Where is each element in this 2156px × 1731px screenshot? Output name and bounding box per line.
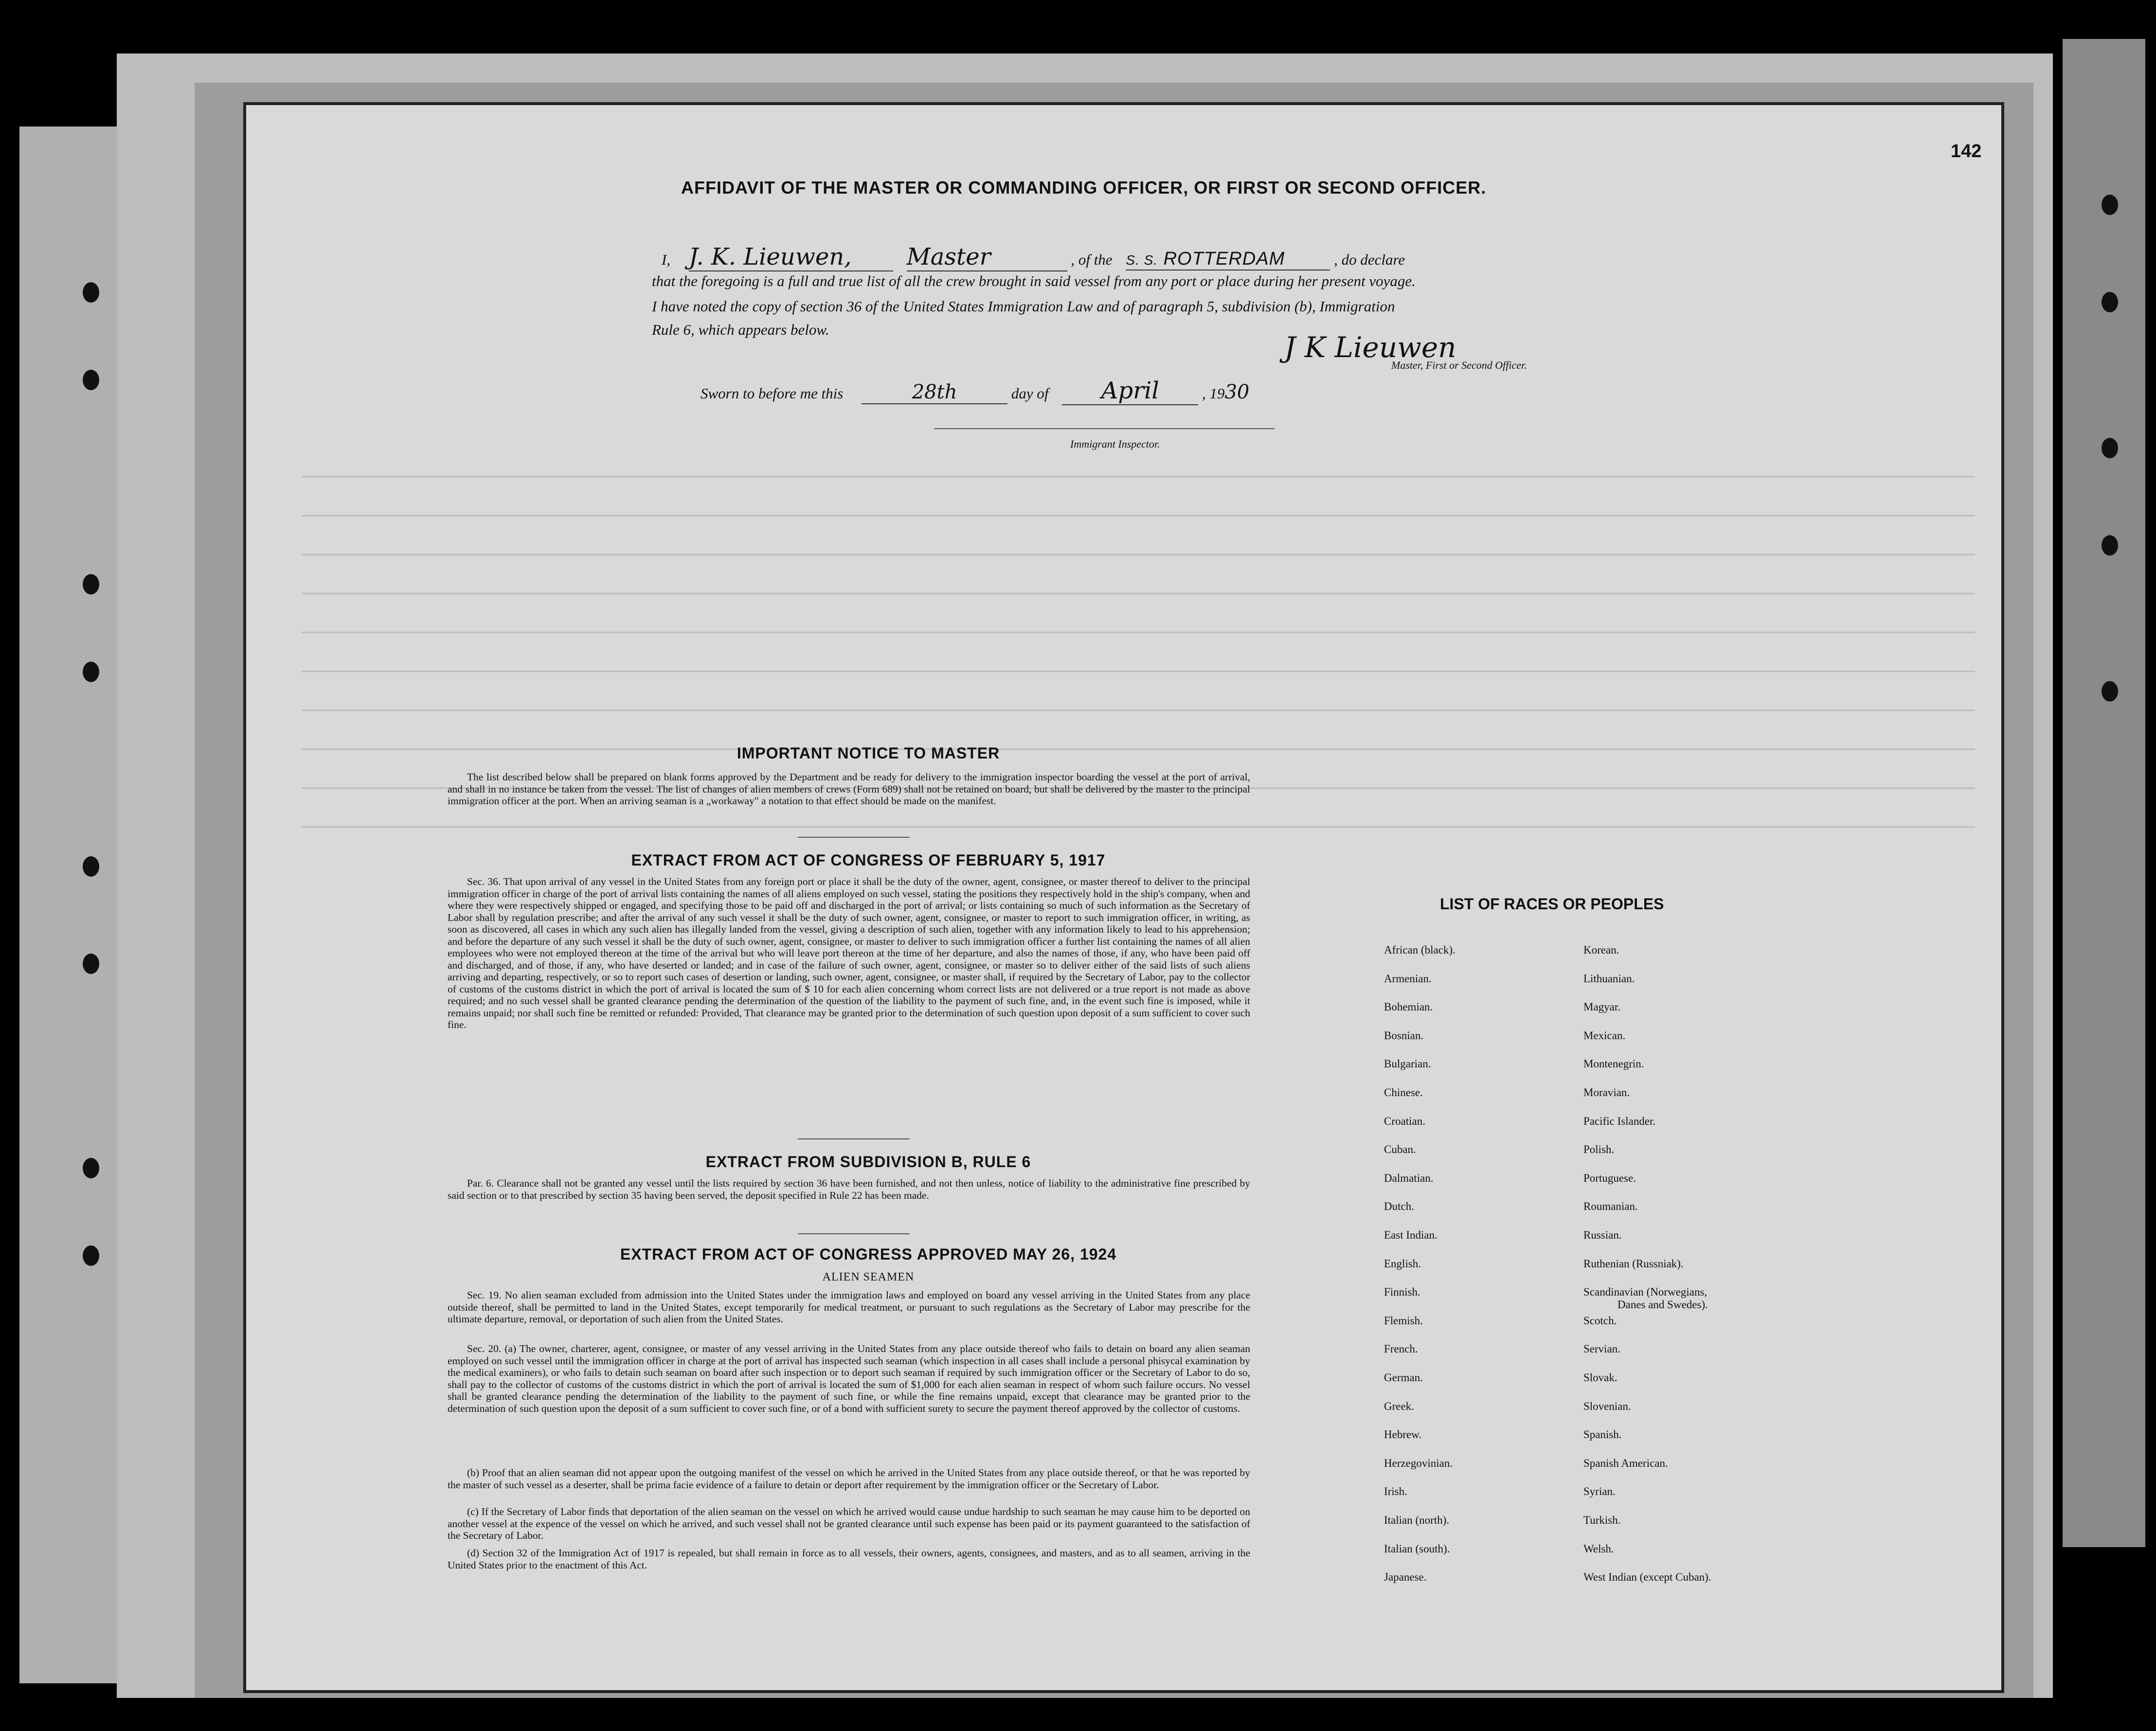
race-item: Italian (south). [1384, 1542, 1450, 1555]
race-item: Chinese. [1384, 1086, 1423, 1099]
race-item: Hebrew. [1384, 1428, 1422, 1441]
divider [798, 837, 910, 838]
race-item: Greek. [1384, 1400, 1414, 1412]
vessel-field [1126, 249, 1330, 270]
race-item: German. [1384, 1371, 1423, 1384]
left-edge-strip [19, 126, 117, 1683]
race-item: Scotch. [1583, 1314, 1617, 1327]
punch-hole [83, 954, 99, 974]
affidavit-line-1 [662, 243, 1405, 271]
affidavit-line-2: that the foregoing is a full and true list of all the crew brought in said vessel from any port or place during her present voyage. [652, 272, 1416, 289]
vessel-prefix: S. S. [1126, 252, 1158, 268]
race-item: Scandinavian (Norwegians, [1583, 1286, 1707, 1298]
alien-seamen-subheading: ALIEN SEAMEN [822, 1271, 915, 1283]
race-item: Russian. [1583, 1229, 1622, 1241]
race-item: West Indian (except Cuban). [1583, 1571, 1711, 1584]
race-item: Magyar. [1583, 1001, 1621, 1013]
affidavit-line-4: Rule 6, which appears below. [652, 321, 829, 338]
master-name-handwritten: J. K. Lieuwen, [689, 243, 893, 271]
punch-hole [2102, 292, 2118, 312]
rank-handwritten: Master [907, 243, 1067, 271]
affidavit-line-3: I have noted the copy of section 36 of the United States Immigration Law and of paragraph 5, subdivision (b), Immigration [652, 298, 1395, 315]
master-signature: J K Lieuwen [1284, 331, 1456, 364]
race-item: Ruthenian (Russniak). [1583, 1257, 1684, 1270]
sworn-prefix: Sworn to before me this [701, 385, 844, 402]
race-item: Turkish. [1583, 1514, 1621, 1526]
extract-1917-text: Sec. 36. That upon arrival of any vessel in the United States from any foreign port or place it shall be the duty of the owner, agent, consignee, or master thereof to deliver to the principal immigration officer in charge of the port of arrival lists containing the names of all aliens employed on such vessel, stating the positions they respectively hold in the ship's company, when and where they were respectively shipped or engaged, and specifying those to be paid off and discharged in the port of arrival; or lists containing so much of such information as the Secretary of Labor shall by regulation prescribe; and after the arrival of any such vessel it shall be the duty of such owner, agent, consignee, or master to report to such immigration officer, in writing, as soon as discovered, all cases in which any such alien has illegally landed from the vessel, giving a description of such alien, together with any information likely to lead to his apprehension; and before the departure of any such vessel it shall be the duty of such owner, agent, consignee, or master to deliver to such immigration officer a further list containing the names of all alien employees who were not employed thereon at the time of the arrival but who will leave port thereon at the time of her departure, and also the names of those, if any, who have been paid off and discharged, and of those, if any, who have deserted or landed; and in case of the failure of such owner, agent, consignee, or master so to deliver either of the said lists of such aliens arriving and departing, respectively, or so to report such cases of desertion or landing, such owner, agent, consignee, or master shall, if required by the Secretary of Labor, pay to the collector of customs of the customs district in which the port of arrival is located the sum of $ 10 for each alien concerning whom correct lists are not delivered or a true report is not made as above required; and no such vessel shall be granted clearance pending the determination of the question of the liability to the payment of such fine, and, in the event such fine is imposed, while it remains unpaid; nor shall such fine be remitted or refunded: Provided, That clearance may be granted prior to the determination of such question upon deposit of a sum sufficient to cover such fine. [448, 876, 1250, 1030]
year-prefix: , 19 [1202, 385, 1225, 402]
important-notice-text: The list described below shall be prepared on blank forms approved by the Department and be ready for delivery to the immigration inspector boarding the vessel at the port of arrival, and shall in no instance be taken from the vessel. The list of changes of alien members of crews (Form 689) shall not be retained on board, but shall be delivered by the master to the principal immigration officer at the port. When an arriving seaman is a „workaway" a notation to that effect should be made on the manifest. [448, 771, 1250, 807]
punch-hole [83, 856, 99, 877]
punch-hole [83, 282, 99, 303]
race-item: Slovak. [1583, 1371, 1617, 1384]
race-item: Croatian. [1384, 1115, 1425, 1127]
punch-hole [83, 1158, 99, 1178]
race-item: Herzegovinian. [1384, 1457, 1453, 1469]
race-item: East Indian. [1384, 1229, 1437, 1241]
race-item: Irish. [1384, 1485, 1407, 1498]
punch-hole [83, 574, 99, 595]
punch-hole [83, 370, 99, 390]
punch-hole [2102, 535, 2118, 556]
important-notice-heading: IMPORTANT NOTICE TO MASTER [737, 744, 1000, 762]
race-item: Portuguese. [1583, 1172, 1636, 1184]
race-item: Bohemian. [1384, 1001, 1433, 1013]
year-handwritten: 30 [1224, 381, 1250, 403]
sworn-day-handwritten: 28th [862, 381, 1007, 404]
race-item: Moravian. [1583, 1086, 1630, 1099]
race-item: Bulgarian. [1384, 1058, 1431, 1070]
race-item: Armenian. [1384, 972, 1432, 985]
race-item: Bosnian. [1384, 1029, 1424, 1042]
race-item: Korean. [1583, 944, 1619, 956]
sheet-number: 142 [1951, 141, 1982, 162]
sec20d-text: (d) Section 32 of the Immigration Act of 1917 is repealed, but shall remain in force as to all vessels, their owners, agents, consignees, and masters, and as to all seamen, arriving in the United States prior to the enactment of this Act. [448, 1547, 1250, 1571]
race-item: French. [1384, 1343, 1418, 1355]
race-item: Lithuanian. [1583, 972, 1635, 985]
inspector-label: Immigrant Inspector. [1070, 438, 1160, 450]
race-item: Cuban. [1384, 1143, 1416, 1156]
punch-hole [83, 662, 99, 682]
extract-rule6-text: Par. 6. Clearance shall not be granted any vessel until the lists required by section 36 have been furnished, and not then unless, notice of liability to the administrative fine prescribed by said section or to that prescribed by section 35 having been served, the deposit specified in Rule 22 has been made. [448, 1177, 1250, 1201]
divider [798, 1138, 910, 1139]
race-item: Japanese. [1384, 1571, 1427, 1584]
extract-1924-heading: EXTRACT FROM ACT OF CONGRESS APPROVED MAY 26, 1924 [620, 1245, 1117, 1263]
race-item: African (black). [1384, 944, 1455, 956]
race-item: Montenegrin. [1583, 1058, 1644, 1070]
race-item: Roumanian. [1583, 1200, 1638, 1213]
race-item: Servian. [1583, 1343, 1621, 1355]
right-edge-strip [2063, 39, 2145, 1547]
extract-rule6-heading: EXTRACT FROM SUBDIVISION B, RULE 6 [705, 1153, 1031, 1171]
sec19-text: Sec. 19. No alien seaman excluded from admission into the United States under the immigration laws and employed on board any vessel arriving in the United States from any place outside thereof, shall be permitted to land in the United States, except temporarily for medical treatment, or pursuant to such regulations as the Secretary of Labor may prescribe for the ultimate departure, removal, or deportation of such alien from the United States. [448, 1289, 1250, 1325]
inspector-signature-line [934, 428, 1275, 429]
vessel-name: ROTTERDAM [1163, 249, 1285, 269]
day-of-label: day of [1011, 385, 1049, 402]
sworn-month-handwritten: April [1062, 377, 1198, 405]
punch-hole [2102, 681, 2118, 702]
race-item: Pacific Islander. [1583, 1115, 1656, 1127]
race-item: Polish. [1583, 1143, 1615, 1156]
race-item: Syrian. [1583, 1485, 1616, 1498]
race-item: Dutch. [1384, 1200, 1414, 1213]
races-title: LIST OF RACES OR PEOPLES [1440, 895, 1664, 913]
race-item: Slovenian. [1583, 1400, 1631, 1412]
signature-label: Master, First or Second Officer. [1391, 359, 1527, 371]
race-item: Flemish. [1384, 1314, 1423, 1327]
punch-hole [2102, 438, 2118, 458]
sec20c-text: (c) If the Secretary of Labor finds that deportation of the alien seaman on the vessel on which he arrived would cause undue hardship to such seaman he may cause him to be deported on another vessel at the expence of the vessel on which he arrived, and such vessel shall not be granted clearance until such expense has been paid or its payment guaranteed to the satisfaction of the Secretary of Labor. [448, 1506, 1250, 1541]
race-item: Mexican. [1583, 1029, 1626, 1042]
race-item: Welsh. [1583, 1542, 1614, 1555]
divider [798, 1233, 910, 1234]
punch-hole [83, 1245, 99, 1266]
sec20b-text: (b) Proof that an alien seaman did not appear upon the outgoing manifest of the vessel on which he arrived in the United States from any place outside thereof, or that he was reported by the master of such vessel as a deserter, shall be prima facie evidence of a failure to detain or deport after requirement by the immigration officer or the Secretary of Labor. [448, 1467, 1250, 1491]
affidavit-i: I, [662, 251, 671, 268]
extract-1917-heading: EXTRACT FROM ACT OF CONGRESS OF FEBRUARY 5, 1917 [631, 851, 1106, 869]
race-item-continuation: Danes and Swedes). [1617, 1298, 1708, 1311]
race-item: Spanish. [1583, 1428, 1622, 1441]
race-item: English. [1384, 1257, 1421, 1270]
race-item: Italian (north). [1384, 1514, 1450, 1526]
sworn-line [701, 377, 1249, 405]
race-item: Dalmatian. [1384, 1172, 1434, 1184]
do-declare-label: , do declare [1334, 251, 1405, 268]
race-item: Spanish American. [1583, 1457, 1668, 1469]
sec20a-text: Sec. 20. (a) The owner, charterer, agent, consignee, or master of any vessel arriving in the United States from any place outside thereof who fails to detain on board any alien seaman employed on such vessel until the immigration officer in charge at the port of arrival has inspected such seaman (which inspection in all cases shall include a personal phisycal examination by the medical examiners), or who fails to detain such seaman on board after such inspection or to deport such seaman if required by such immigration officer or the Secretary of Labor to do so, shall pay to the collector of customs of the customs district in which the port of arrival is located the sum of $1,000 for each alien seaman in respect of whom such failure occurs. No vessel shall be granted clearance pending the determination of the liability to the payment of such fine, or while the fine remains unpaid, except that clearance may be granted prior to the determination of such question upon the deposit of a sum sufficient to cover such fine, or of a bond with sufficient surety to secure the payment thereof approved by the collector of customs. [448, 1343, 1250, 1414]
of-the-label: , of the [1071, 251, 1113, 268]
race-item: Finnish. [1384, 1286, 1420, 1298]
affidavit-title: AFFIDAVIT OF THE MASTER OR COMMANDING OFFICER, OR FIRST OR SECOND OFFICER. [681, 178, 1487, 198]
punch-hole [2102, 195, 2118, 215]
